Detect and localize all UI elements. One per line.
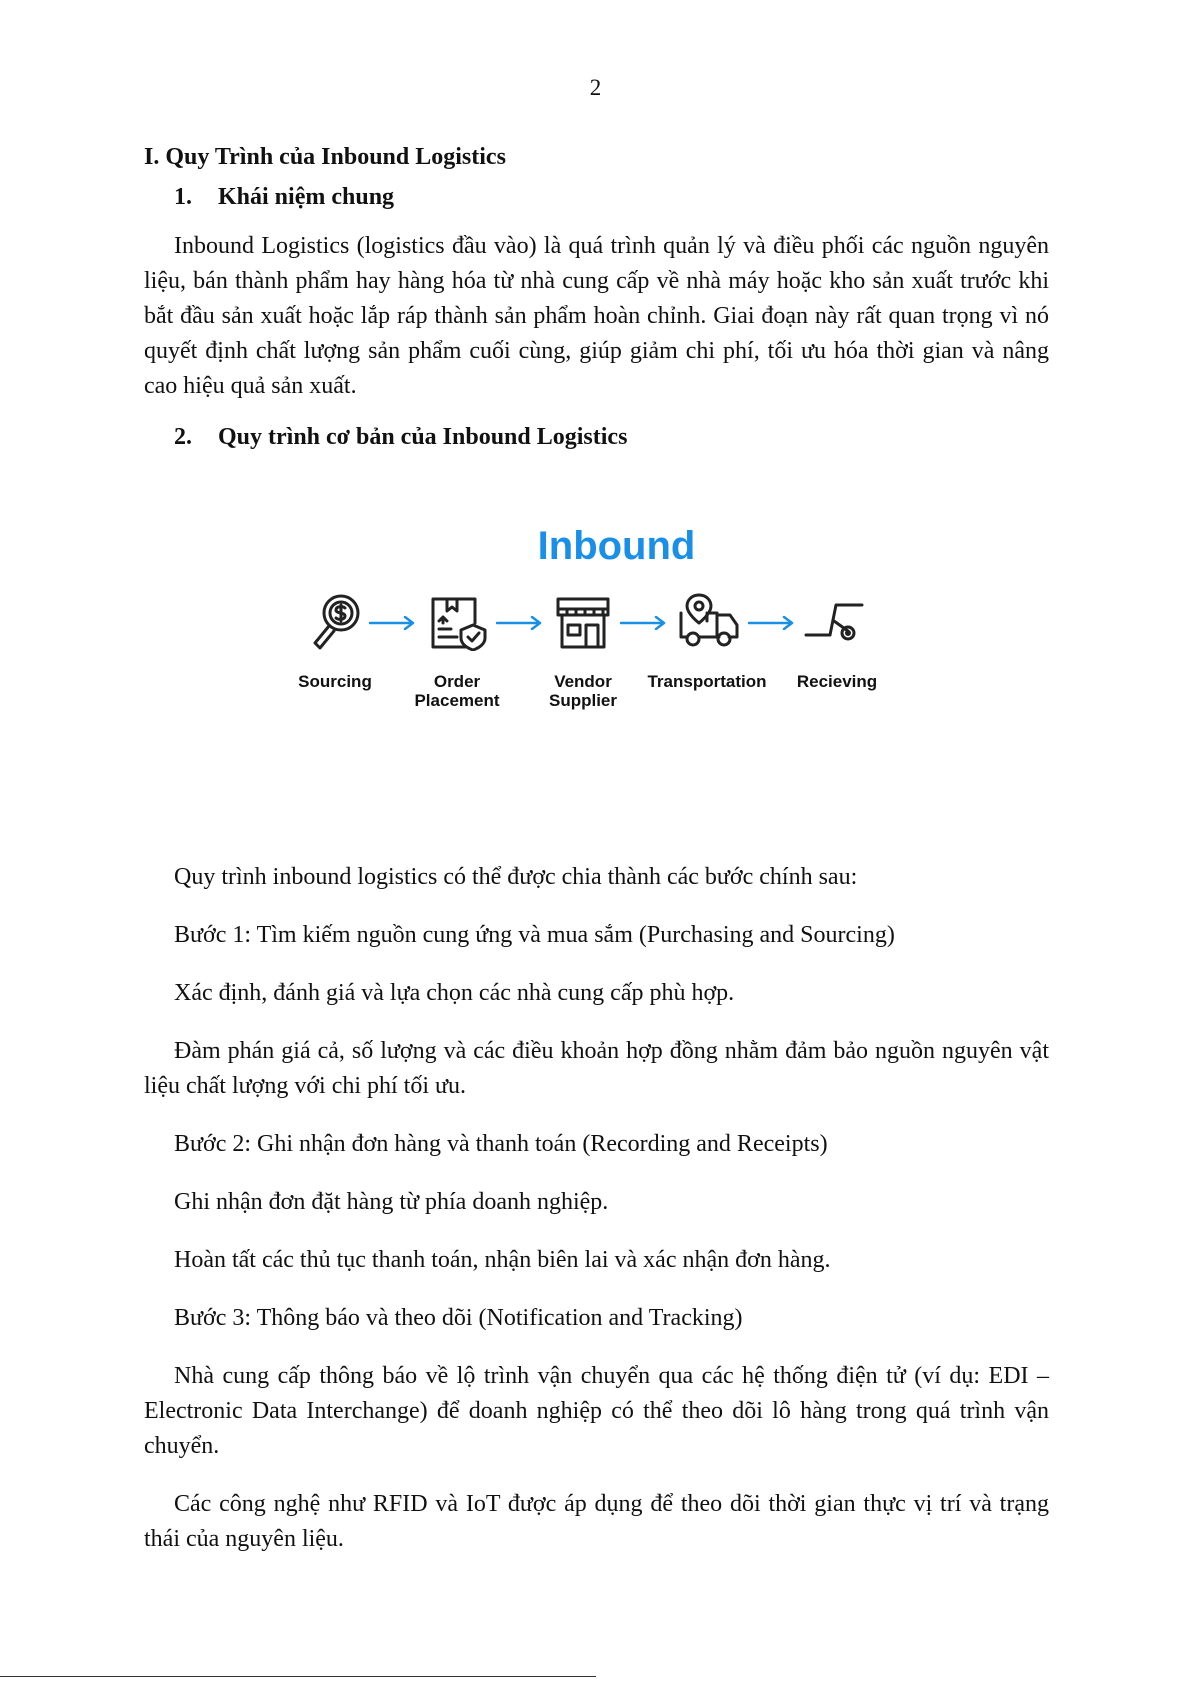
paragraph-definition: Inbound Logistics (logistics đầu vào) là quá trình quản lý và điều phối các nguồn nguyên liệu, bán thành phẩm hay hàng hóa từ nhà cung cấp về nhà máy hoặc kho sản xuất trước khi bắt đầu sản xuất hoặc lắp ráp thành sản phẩm hoàn chỉnh. Giai đoạn này rất quan trọng vì nó quyết định chất lượng sản phẩm cuối cùng, giúp giảm chi phí, tối ưu hóa thời gian và nâng cao hiệu quả sản xuất.: [144, 233, 1049, 399]
section-2-heading: [144, 422, 1049, 452]
arrow-icon: [496, 616, 542, 630]
paragraph-step-2: Bước 2: Ghi nhận đơn hàng và thanh toán (Recording and Receipts): [174, 1131, 828, 1157]
arrow-icon: [369, 616, 415, 630]
step-label-receiving: Recieving: [796, 672, 878, 691]
truck-location-icon: [677, 591, 741, 651]
paragraph-step-1: Bước 1: Tìm kiếm nguồn cung ứng và mua sắm (Purchasing and Sourcing): [174, 922, 895, 948]
heading-1: I. Quy Trình của Inbound Logistics: [144, 144, 506, 170]
section-2-title: Quy trình cơ bản của Inbound Logistics: [218, 424, 628, 450]
document-body: [144, 142, 1049, 1557]
section-1-number: 1.: [174, 184, 192, 210]
arrow-icon: [620, 616, 666, 630]
paragraph: Các công nghệ như RFID và IoT được áp dụng để theo dõi thời gian thực vị trí và trạng thái của nguyên liệu.: [144, 1491, 1049, 1552]
section-1-heading: [144, 182, 1049, 212]
diagram-title: Inbound: [537, 524, 696, 568]
paragraph: Hoàn tất các thủ tục thanh toán, nhận biên lai và xác nhận đơn hàng.: [174, 1247, 831, 1273]
footer-divider: [0, 1676, 596, 1677]
inbound-diagram: [144, 523, 1049, 785]
paragraph: Nhà cung cấp thông báo về lộ trình vận chuyển qua các hệ thống điện tử (ví dụ: EDI – Electronic Data Interchange) để doanh nghiệp có thể theo dõi lô hàng trong quá trình vận chuyển.: [144, 1363, 1049, 1459]
step-label-sourcing: Sourcing: [298, 672, 372, 691]
page-number: 2: [589, 75, 602, 100]
paragraph: Xác định, đánh giá và lựa chọn các nhà cung cấp phù hợp.: [174, 980, 735, 1006]
section-2-number: 2.: [174, 424, 192, 450]
step-label-transportation: Transportation: [647, 672, 767, 691]
section-1-title: Khái niệm chung: [218, 184, 395, 210]
arrow-icon: [748, 616, 794, 630]
hand-truck-icon: [804, 601, 866, 645]
step-label-vendor-supplier: Vendor Supplier: [548, 672, 617, 710]
search-dollar-icon: [309, 593, 361, 653]
paragraph: Đàm phán giá cả, số lượng và các điều khoản hợp đồng nhằm đảm bảo nguồn nguyên vật liệu chất lượng với chi phí tối ưu.: [144, 1038, 1049, 1099]
paragraph-step-3: Bước 3: Thông báo và theo dõi (Notification and Tracking): [174, 1305, 743, 1331]
order-box-icon: [429, 595, 489, 651]
step-label-order-placement: Order Placement: [414, 672, 500, 710]
paragraph: Ghi nhận đơn đặt hàng từ phía doanh nghiệp.: [174, 1189, 609, 1215]
store-icon: [554, 595, 612, 651]
paragraph: Quy trình inbound logistics có thể được chia thành các bước chính sau:: [174, 864, 858, 890]
